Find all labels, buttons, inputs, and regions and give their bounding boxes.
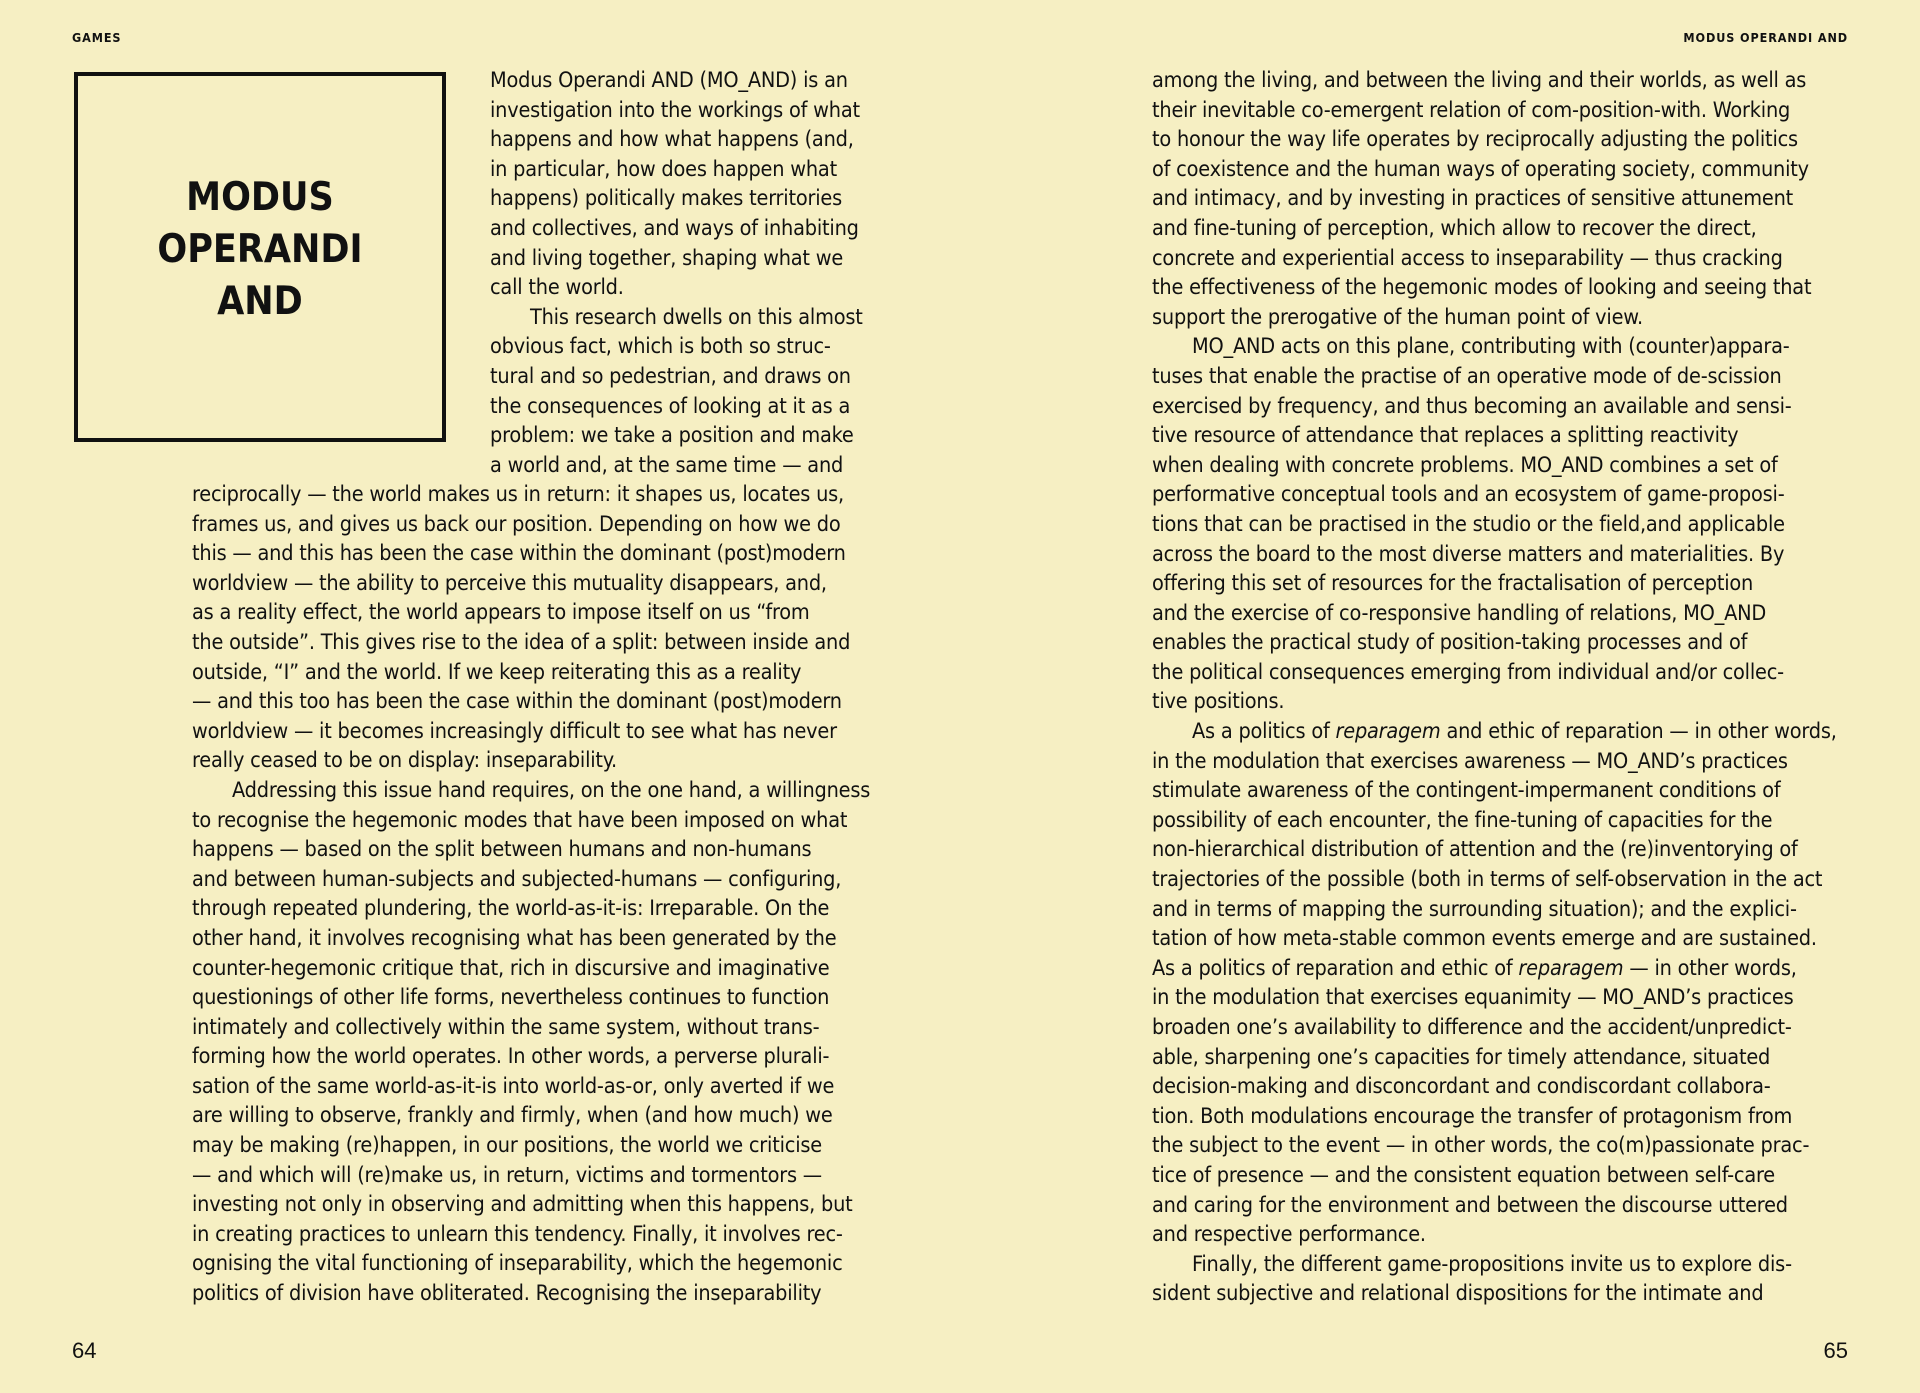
text-run: and living together, shaping what we <box>490 245 844 271</box>
text-line <box>192 1042 912 1072</box>
text-line <box>1152 687 1852 717</box>
text-run: tice of presence — and the consistent equation between self-care <box>1152 1162 1775 1188</box>
body-text-left-bottom <box>192 480 912 1309</box>
text-run: problem: we take a position and make <box>490 423 854 449</box>
text-line <box>490 214 900 244</box>
text-line <box>1152 1131 1852 1161</box>
text-run: call the world. <box>490 275 624 301</box>
text-line <box>192 480 912 510</box>
text-run: broaden one’s availability to difference and the accident/unpredict- <box>1152 1015 1792 1040</box>
text-run: their inevitable co-emergent relation of com-position-with. Working <box>1152 97 1791 123</box>
text-run: when dealing with concrete problems. MO_AND combines a set of <box>1152 452 1778 478</box>
text-run: in the modulation that exercises equanimity — MO_AND’s practices <box>1152 985 1794 1011</box>
text-run: ognising the vital functioning of inseparability, which the hegemonic <box>192 1251 843 1277</box>
text-run: through repeated plundering, the world-as-it-is: Irreparable. On the <box>192 896 830 922</box>
text-run: frames us, and gives us back our position. Depending on how we do <box>192 511 841 537</box>
text-line <box>192 628 912 658</box>
text-line <box>1152 392 1852 422</box>
text-line <box>192 983 912 1013</box>
text-run: the subject to the event — in other words, the co(m)passionate prac- <box>1152 1133 1810 1159</box>
text-run: across the board to the most diverse matters and materialities. By <box>1152 541 1785 567</box>
text-line <box>192 776 912 806</box>
text-line <box>1152 480 1852 510</box>
text-line <box>1152 66 1852 96</box>
text-run: the political consequences emerging from individual and/or collec- <box>1152 659 1784 685</box>
text-run: — in other words, <box>1623 955 1797 981</box>
text-line <box>490 66 900 96</box>
text-line <box>1152 125 1852 155</box>
text-run: worldview — it becomes increasingly difficult to see what has never <box>192 718 837 744</box>
text-run: happens) politically makes territories <box>490 186 843 212</box>
text-line <box>1152 96 1852 126</box>
text-line <box>1152 865 1852 895</box>
text-line <box>1152 924 1852 954</box>
text-line <box>192 1072 912 1102</box>
text-run: investing not only in observing and admitting when this happens, but <box>192 1192 853 1218</box>
body-text-left-top <box>490 66 900 480</box>
running-head-right: MODUS OPERANDI AND <box>1683 30 1848 45</box>
text-line <box>490 184 900 214</box>
text-run: concrete and experiential access to inseparability — thus cracking <box>1152 245 1783 271</box>
text-line <box>1152 184 1852 214</box>
text-line <box>1152 1279 1852 1309</box>
text-run: Addressing this issue hand requires, on the one hand, a willingness <box>232 777 871 803</box>
text-run: investigation into the workings of what <box>490 97 860 123</box>
text-run: Finally, the different game-propositions invite us to explore dis- <box>1192 1251 1792 1277</box>
text-line <box>1152 451 1852 481</box>
text-line <box>1152 747 1852 777</box>
text-line <box>490 392 900 422</box>
text-run: and intimacy, and by investing in practices of sensitive attunement <box>1152 186 1794 212</box>
text-line <box>1152 1102 1852 1132</box>
text-run: possibility of each encounter, the fine-tuning of capacities for the <box>1152 807 1773 833</box>
text-line <box>192 1220 912 1250</box>
text-run: in creating practices to unlearn this tendency. Finally, it involves rec- <box>192 1221 843 1247</box>
text-line <box>1152 1072 1852 1102</box>
text-line <box>490 421 900 451</box>
text-run: stimulate awareness of the contingent-impermanent conditions of <box>1152 778 1781 804</box>
text-run: tuses that enable the practise of an operative mode of de-scission <box>1152 363 1782 389</box>
text-run: may be making (re)happen, in our positions, the world we criticise <box>192 1133 822 1159</box>
text-run: of coexistence and the human ways of operating society, community <box>1152 156 1809 182</box>
text-line <box>1152 303 1852 333</box>
text-run: to honour the way life operates by reciprocally adjusting the politics <box>1152 127 1798 153</box>
text-line <box>192 1279 912 1309</box>
text-run: support the prerogative of the human point of view. <box>1152 304 1643 330</box>
text-line <box>192 1161 912 1191</box>
text-run: among the living, and between the living and their worlds, as well as <box>1152 68 1807 93</box>
text-line <box>192 835 912 865</box>
text-run: and respective performance. <box>1152 1222 1426 1248</box>
text-run: sident subjective and relational dispositions for the intimate and <box>1152 1281 1764 1307</box>
title-line: MODUS <box>186 175 334 220</box>
text-run: — and which will (re)make us, in return, victims and tormentors — <box>192 1162 822 1188</box>
text-run: and collectives, and ways of inhabiting <box>490 215 859 241</box>
text-run: As a politics of <box>1192 719 1336 745</box>
text-line <box>1152 599 1852 629</box>
text-run: in particular, how does happen what <box>490 156 837 182</box>
text-line <box>1152 1191 1852 1221</box>
title-line: OPERANDI <box>157 227 363 272</box>
text-run: are willing to observe, frankly and firmly, when (and how much) we <box>192 1103 833 1129</box>
text-line <box>490 451 900 481</box>
text-line <box>1152 1043 1852 1073</box>
text-run: happens and how what happens (and, <box>490 127 854 153</box>
text-run: non-hierarchical distribution of attention and the (re)inventorying of <box>1152 837 1798 863</box>
text-run: able, sharpening one’s capacities for timely attendance, situated <box>1152 1044 1771 1070</box>
text-run: really ceased to be on display: inseparability. <box>192 748 617 774</box>
text-line <box>1152 1220 1852 1250</box>
text-run: performative conceptual tools and an ecosystem of game-proposi- <box>1152 482 1785 508</box>
text-line <box>490 244 900 274</box>
text-line <box>1152 983 1852 1013</box>
text-run: tions that can be practised in the studio or the field,and applicable <box>1152 511 1785 537</box>
text-run: and in terms of mapping the surrounding situation); and the explici- <box>1152 896 1797 922</box>
text-run: and fine-tuning of perception, which allow to recover the direct, <box>1152 215 1757 241</box>
text-run: enables the practical study of position-taking processes and of <box>1152 630 1748 656</box>
text-line <box>1152 954 1852 984</box>
text-line <box>490 125 900 155</box>
text-line <box>1152 273 1852 303</box>
chapter-title <box>157 172 362 328</box>
text-run: the effectiveness of the hegemonic modes of looking and seeing that <box>1152 275 1812 301</box>
text-line <box>192 1101 912 1131</box>
text-run: MO_AND acts on this plane, contributing with (counter)appara- <box>1192 334 1790 360</box>
text-run: politics of division have obliterated. Recognising the inseparability <box>192 1281 822 1307</box>
text-line <box>1152 776 1852 806</box>
text-line <box>192 746 912 776</box>
text-line <box>1152 540 1852 570</box>
text-line <box>1152 658 1852 688</box>
text-line <box>192 717 912 747</box>
text-run: and between human-subjects and subjected-humans — configuring, <box>192 866 842 892</box>
text-line <box>192 894 912 924</box>
page-number-right: 65 <box>1823 1338 1848 1363</box>
text-run: to recognise the hegemonic modes that have been imposed on what <box>192 807 848 833</box>
body-text-right <box>1152 66 1852 1309</box>
text-run: sation of the same world-as-it-is into world-as-or, only averted if we <box>192 1073 835 1099</box>
text-line <box>1152 1250 1852 1280</box>
text-line <box>192 658 912 688</box>
text-line <box>192 569 912 599</box>
text-line <box>192 865 912 895</box>
italic-term: reparagem <box>1335 719 1441 745</box>
text-line <box>192 1131 912 1161</box>
text-run: — and this too has been the case within the dominant (post)modern <box>192 689 842 715</box>
text-line <box>490 96 900 126</box>
text-run: worldview — the ability to perceive this mutuality disappears, and, <box>192 570 827 596</box>
text-run: as a reality effect, the world appears to impose itself on us “from <box>192 600 810 626</box>
text-line <box>1152 510 1852 540</box>
text-line <box>192 1013 912 1043</box>
text-line <box>192 806 912 836</box>
running-head-left: GAMES <box>72 30 122 45</box>
text-run: trajectories of the possible (both in terms of self-observation in the act <box>1152 867 1823 893</box>
text-run: the consequences of looking at it as a <box>490 393 851 419</box>
title-line: AND <box>217 279 303 324</box>
text-line <box>192 924 912 954</box>
text-line <box>1152 421 1852 451</box>
text-run: exercised by frequency, and thus becoming an available and sensi- <box>1152 393 1792 419</box>
text-run: the outside”. This gives rise to the idea of a split: between inside and <box>192 629 851 655</box>
text-run: other hand, it involves recognising what has been generated by the <box>192 925 837 951</box>
text-line <box>192 1190 912 1220</box>
page-number-left: 64 <box>72 1338 97 1363</box>
text-run: tive positions. <box>1152 689 1285 715</box>
text-run: forming how the world operates. In other words, a perverse plurali- <box>192 1044 830 1070</box>
text-line <box>490 303 900 333</box>
text-run: tion. Both modulations encourage the transfer of protagonism from <box>1152 1103 1793 1129</box>
text-run: and ethic of reparation — in other words, <box>1440 719 1837 745</box>
text-run: and caring for the environment and between the discourse uttered <box>1152 1192 1788 1218</box>
text-line <box>1152 569 1852 599</box>
text-run: reciprocally — the world makes us in return: it shapes us, locates us, <box>192 482 844 507</box>
text-line <box>192 687 912 717</box>
text-run: this — and this has been the case within the dominant (post)modern <box>192 541 846 567</box>
italic-term: reparagem <box>1518 955 1624 981</box>
text-run: tation of how meta-stable common events emerge and are sustained. <box>1152 926 1817 952</box>
text-line <box>1152 717 1852 747</box>
text-run: decision-making and disconcordant and condiscordant collabora- <box>1152 1074 1771 1100</box>
text-line <box>490 332 900 362</box>
text-run: tural and so pedestrian, and draws on <box>490 363 851 389</box>
text-line <box>1152 1013 1852 1043</box>
text-run: obvious fact, which is both so struc- <box>490 334 831 360</box>
text-run: counter-hegemonic critique that, rich in discursive and imaginative <box>192 955 830 981</box>
text-run: tive resource of attendance that replaces a splitting reactivity <box>1152 423 1739 449</box>
text-run: happens — based on the split between humans and non-humans <box>192 837 812 863</box>
text-line <box>1152 628 1852 658</box>
text-run: and the exercise of co-responsive handling of relations, MO_AND <box>1152 600 1767 626</box>
text-run: a world and, at the same time — and <box>490 452 844 478</box>
text-line <box>1152 332 1852 362</box>
text-run: outside, “I” and the world. If we keep reiterating this as a reality <box>192 659 802 685</box>
text-line <box>1152 244 1852 274</box>
text-line <box>1152 806 1852 836</box>
text-run: This research dwells on this almost <box>530 304 863 330</box>
text-run: offering this set of resources for the fractalisation of perception <box>1152 571 1754 597</box>
text-line <box>192 598 912 628</box>
text-line <box>192 954 912 984</box>
text-run: Modus Operandi AND (MO_AND) is an <box>490 68 848 93</box>
text-line <box>490 155 900 185</box>
text-line <box>1152 1161 1852 1191</box>
text-run: in the modulation that exercises awareness — MO_AND’s practices <box>1152 748 1788 774</box>
text-run: As a politics of reparation and ethic of <box>1152 955 1519 981</box>
text-run: questionings of other life forms, nevertheless continues to function <box>192 985 830 1011</box>
text-line <box>192 1249 912 1279</box>
text-line <box>192 510 912 540</box>
text-line <box>1152 835 1852 865</box>
text-line <box>1152 895 1852 925</box>
title-box <box>74 72 446 442</box>
text-line <box>490 273 900 303</box>
text-line <box>1152 362 1852 392</box>
text-run: intimately and collectively within the same system, without trans- <box>192 1014 820 1040</box>
text-line <box>1152 155 1852 185</box>
text-line <box>192 539 912 569</box>
text-line <box>490 362 900 392</box>
text-line <box>1152 214 1852 244</box>
